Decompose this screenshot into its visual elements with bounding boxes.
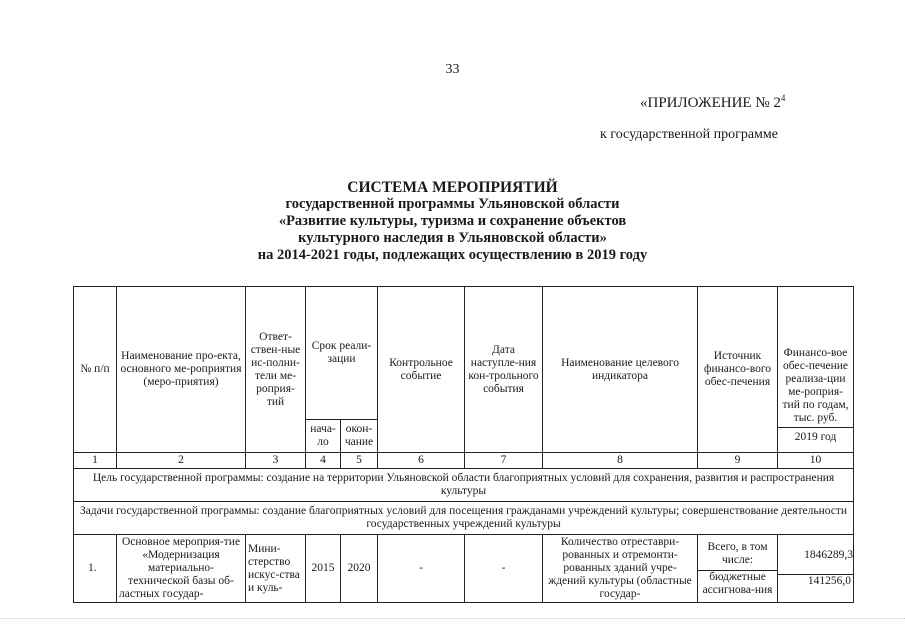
page-edge-line (0, 618, 905, 620)
header-indicator: Наименование целевого индикатора (543, 287, 698, 453)
header-event: Контрольное событие (378, 287, 465, 453)
row-event: - (378, 535, 465, 603)
header-source: Источник финансо-вого обес-печения (698, 287, 778, 453)
column-number: 10 (778, 453, 854, 469)
header-responsible: Ответ-ствен-ные ис-полни-тели ме-роприя-тий (246, 287, 306, 453)
header-start: нача-ло (306, 420, 341, 453)
row-responsible: Мини-стерство искус-ства и куль- (246, 535, 306, 603)
column-number: 8 (543, 453, 698, 469)
header-name: Наименование про-екта, основного ме-роприятия (меро-приятия) (117, 287, 246, 453)
column-numbers-row (74, 453, 854, 469)
annex-superscript: 4 (780, 93, 786, 103)
program-tasks: Задачи государственной программы: создание благоприятных условий для посещения гражданами учреждений культуры; совершенствование деятельности государственных учреждений культуры (74, 502, 854, 535)
column-number: 6 (378, 453, 465, 469)
column-number: 9 (698, 453, 778, 469)
row-start: 2015 (306, 535, 341, 603)
header-financing (778, 287, 854, 453)
column-number: 4 (306, 453, 341, 469)
column-number: 5 (341, 453, 378, 469)
title-line-2: государственной программы Ульяновской области (285, 196, 620, 212)
title-line-5: на 2014-2021 годы, подлежащих осуществлению в 2019 году (257, 247, 648, 263)
table-row (74, 535, 854, 603)
row-end: 2020 (341, 535, 378, 603)
header-period: Срок реали-зации (306, 287, 378, 420)
row-value (778, 535, 854, 603)
row-value-budget: 141256,0 (807, 575, 852, 587)
row-source (698, 535, 778, 603)
program-goal: Цель государственной программы: создание на территории Ульяновской области благоприятных условий для сохранения, развития и распространения культуры (74, 469, 854, 502)
row-num: 1. (74, 535, 117, 603)
annex-subtitle: к государственной программе (600, 127, 778, 142)
title-line-4: культурного наследия в Ульяновской области» (298, 230, 607, 246)
header-event-date: Дата наступле-ния кон-трольного события (465, 287, 543, 453)
row-indicator: Количество отреставри-рованных и отремонти-рованных зданий учре-ждений культуры (областные государ- (543, 535, 698, 603)
title-line-1: СИСТЕМА МЕРОПРИЯТИЙ (347, 179, 558, 196)
row-event-date: - (465, 535, 543, 603)
header-num: № п/п (74, 287, 117, 453)
annex-label-text: «ПРИЛОЖЕНИЕ № 2 (640, 95, 781, 111)
goal-row (74, 469, 854, 502)
document-title (0, 179, 905, 264)
row-source-total: Всего, в том числе: (698, 541, 777, 571)
row-source-budget: бюджетные ассигнова-ния (702, 570, 773, 596)
measures-table (73, 286, 854, 603)
header-financing-year: 2019 год (778, 427, 853, 452)
header-financing-label: Финансо-вое обес-печение реализа-ции ме-роприя-тий по годам, тыс. руб. (782, 347, 849, 424)
row-name: Основное мероприя-тие «Модернизация материально-технической базы об-ластных государ- (117, 535, 246, 603)
page-number: 33 (445, 62, 460, 77)
header-end: окон-чание (341, 420, 378, 453)
column-number: 3 (246, 453, 306, 469)
tasks-row (74, 502, 854, 535)
annex-label (640, 93, 785, 112)
header-row (74, 287, 854, 420)
column-number: 1 (74, 453, 117, 469)
row-value-total: 1846289,3 (778, 549, 853, 575)
column-number: 7 (465, 453, 543, 469)
title-line-3: «Развитие культуры, туризма и сохранение объектов (278, 213, 627, 229)
column-number: 2 (117, 453, 246, 469)
